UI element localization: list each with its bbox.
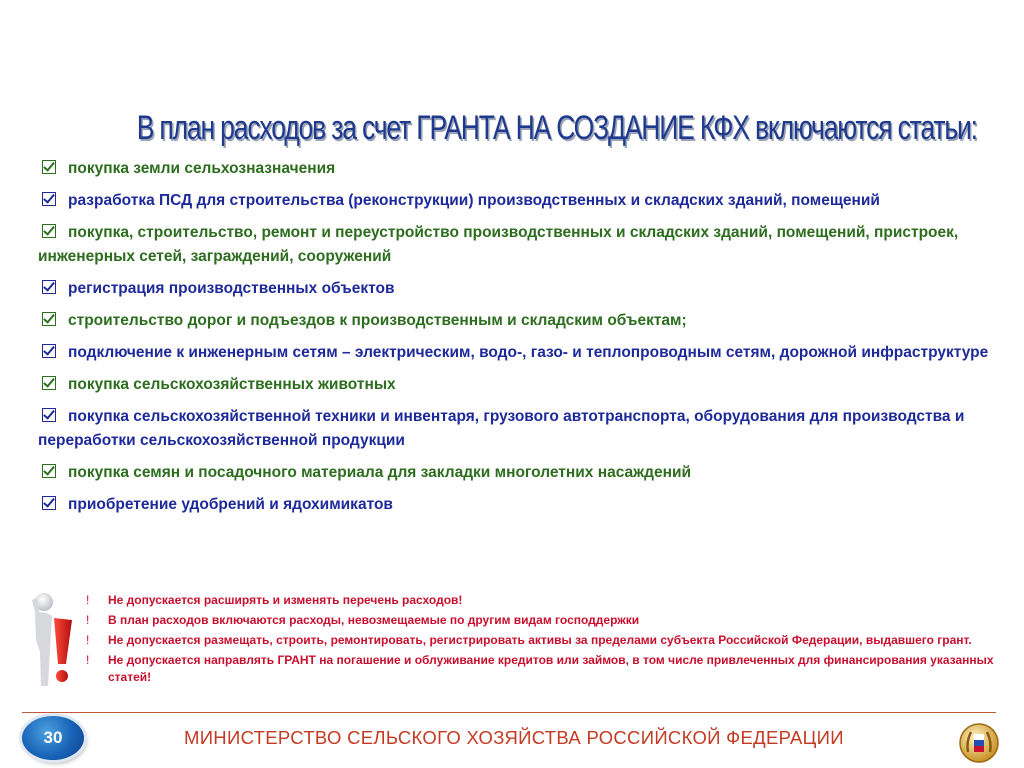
warning-item [86, 652, 998, 686]
item-text: регистрация производственных объектов [68, 280, 395, 297]
warning-text: В план расходов включаются расходы, невозмещаемые по другим видам господдержки [108, 613, 640, 627]
item-text: подключение к инженерным сетям – электрическим, водо-, газо- и теплопроводным сетям, дорожной инфраструктуре [68, 344, 989, 361]
warnings-list [86, 592, 998, 689]
list-item [38, 221, 998, 269]
item-text: покупка сельскохозяйственной техники и инвентаря, грузового автотранспорта, оборудования для производства и переработки сельскохозяйственной продукции [38, 408, 965, 449]
warning-text: Не допускается расширять и изменять перечень расходов! [108, 593, 463, 607]
ministry-name: МИНИСТЕРСТВО СЕЛЬСКОГО ХОЗЯЙСТВА РОССИЙСКОЙ ФЕДЕРАЦИИ [184, 727, 844, 748]
footer-divider [22, 712, 996, 713]
list-item [38, 405, 998, 453]
list-item [38, 493, 998, 517]
checkbox-checked-icon [42, 496, 56, 510]
warning-marker: ! [86, 633, 90, 647]
warning-marker: ! [86, 613, 90, 627]
item-text: покупка, строительство, ремонт и переустройство производственных и складских зданий, помещений, пристроек, инженерных сетей, заграждений, сооружений [38, 224, 959, 265]
slide-title: В план расходов за счет ГРАНТА НА СОЗДАНИЕ КФХ включаются статьи: [136, 109, 977, 147]
checkbox-checked-icon [42, 464, 56, 478]
checkbox-checked-icon [42, 280, 56, 294]
list-item [38, 461, 998, 485]
expense-items-list [38, 157, 998, 525]
warning-item [86, 592, 998, 609]
list-item [38, 341, 998, 365]
list-item [38, 189, 998, 213]
list-item [38, 277, 998, 301]
item-text: приобретение удобрений и ядохимикатов [68, 496, 393, 513]
page-number-badge: 30 [22, 716, 84, 760]
item-text: покупка земли сельхозназначения [68, 160, 336, 177]
warning-marker: ! [86, 593, 90, 607]
checkbox-checked-icon [42, 376, 56, 390]
checkbox-checked-icon [42, 344, 56, 358]
warning-item [86, 632, 998, 649]
list-item [38, 309, 998, 333]
checkbox-checked-icon [42, 192, 56, 206]
item-text: разработка ПСД для строительства (реконструкции) производственных и складских зданий, помещений [68, 192, 880, 209]
item-text: покупка семян и посадочного материала для закладки многолетних насаждений [68, 464, 691, 481]
checkbox-checked-icon [42, 224, 56, 238]
ministry-emblem-icon [958, 722, 1000, 764]
list-item [38, 157, 998, 181]
warning-item [86, 612, 998, 629]
warning-text: Не допускается направлять ГРАНТ на погашение и облуживание кредитов или займов, в том числе привлеченных для финансирования указанных статей! [108, 653, 994, 684]
list-item [38, 373, 998, 397]
warning-marker: ! [86, 653, 90, 667]
warning-text: Не допускается размещать, строить, ремонтировать, регистрировать активы за пределами субъекта Российской Федерации, выдавшего грант. [108, 633, 972, 647]
checkbox-checked-icon [42, 160, 56, 174]
item-text: строительство дорог и подъездов к производственным и складским объектам; [68, 312, 687, 329]
checkbox-checked-icon [42, 312, 56, 326]
item-text: покупка сельскохозяйственных животных [68, 376, 396, 393]
checkbox-checked-icon [42, 408, 56, 422]
person-exclamation-icon [28, 590, 76, 690]
